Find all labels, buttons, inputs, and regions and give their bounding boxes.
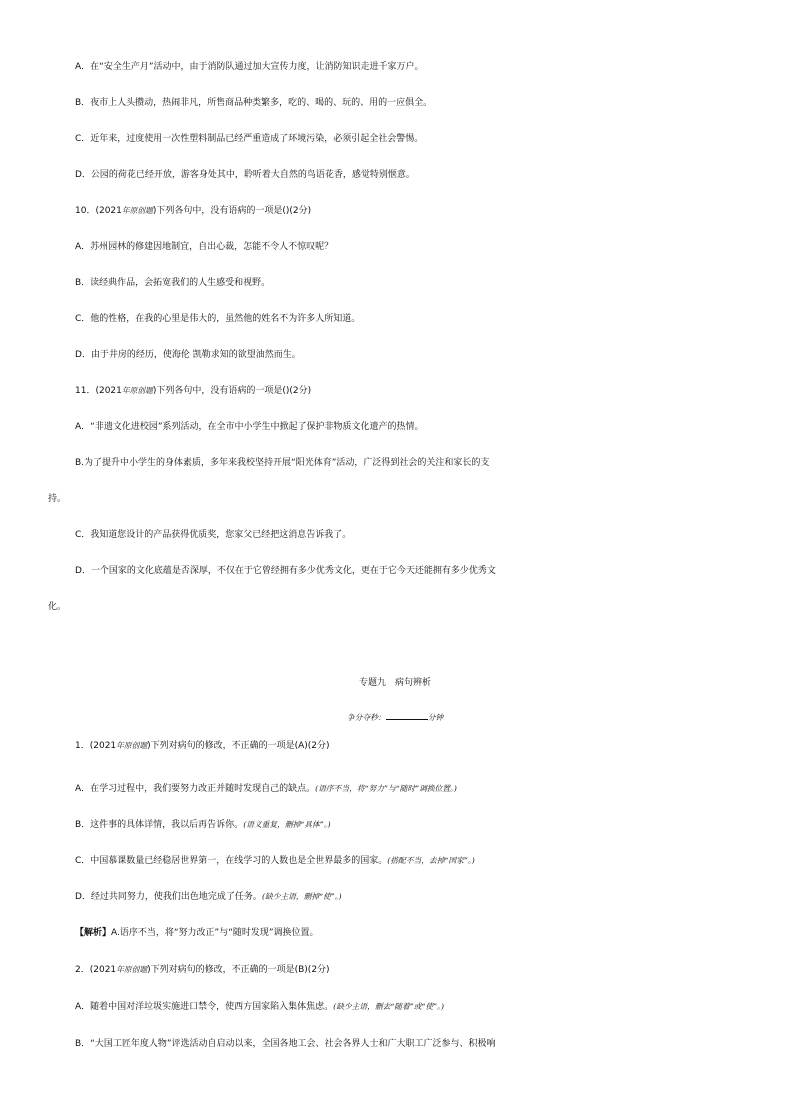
section-title: 专题九 病句辨析 <box>358 678 431 688</box>
q1-option-a-note: (语序不当，将“努力”与“随时”调换位置。) <box>315 784 457 793</box>
q1-option-c-text: C．中国慕课数量已经稳居世界第一，在线学习的人数也是全世界最多的国家。 <box>75 856 388 866</box>
q10-source-tag: 年原创题 <box>121 206 153 215</box>
q11-option-b-line1: B.为了提升中小学生的身体素质，多年来我校坚持开展“阳光体育”活动，广泛得到社会的关注和家长的支 <box>75 458 490 468</box>
q1-option-d <box>75 887 790 907</box>
q1-option-c-note: (搭配不当，去掉“国家”。) <box>387 856 475 865</box>
q2-option-a <box>75 997 790 1017</box>
q11-question: )下列各句中，没有语病的一项是()(2分) <box>152 386 312 396</box>
q10-option-c: C．他的性格，在我的心里是伟大的，虽然他的姓名不为许多人所知道。 <box>75 314 361 324</box>
q1-option-d-text: D．经过共同努力，使我们出色地完成了任务。 <box>75 892 262 902</box>
q11-number: 11．(2021 <box>75 386 122 396</box>
q2-source-tag: 年原创题 <box>116 965 148 974</box>
q2-option-a-text: A．随着中国对洋垃圾实施进口禁令，使西方国家陷入集体焦虑。 <box>75 1002 334 1012</box>
q9-option-d: D．公园的荷花已经开放，游客身处其中，聆听着大自然的鸟语花香，感觉特别惬意。 <box>75 170 415 180</box>
timer-blank <box>386 707 428 720</box>
q2-option-b: B．“大国工匠年度人物”评选活动自启动以来，全国各地工会、社会各界人士和广大职工广泛参与、积极响 <box>75 1039 496 1049</box>
q1-option-a <box>75 779 790 799</box>
q9-option-c: C．近年来，过度使用一次性塑料制品已经严重造成了环境污染，必须引起全社会警惕。 <box>75 134 424 144</box>
q10-option-d: D．由于井房的经历，使海伦 凯勒求知的欲望油然而生。 <box>75 350 301 360</box>
q9-option-a: A．在“安全生产月”活动中，由于消防队通过加大宣传力度，让消防知识走进千家万户。 <box>75 62 424 72</box>
q2-stem <box>75 960 790 980</box>
q1-stem <box>75 736 790 756</box>
q1-source-tag: 年原创题 <box>116 741 148 750</box>
q1-option-c <box>75 851 790 871</box>
q11-stem <box>75 381 790 401</box>
q2-option-a-note: (缺少主语，删去“随着”或“使”。) <box>333 1002 444 1011</box>
timer-unit: 分钟 <box>427 713 444 722</box>
q11-option-d-line1: D．一个国家的文化底蕴是否深厚，不仅在于它曾经拥有多少优秀文化，更在于它今天还能拥有多少优秀文 <box>75 566 496 576</box>
q1-question: )下列对病句的修改，不正确的一项是(A)(2分) <box>147 741 330 751</box>
q11-option-c: C．我知道您设计的产品获得优质奖，您家父已经把这消息告诉我了。 <box>75 530 352 540</box>
q10-option-a: A．苏州园林的修建因地制宜，自出心裁，怎能不令人不惊叹呢？ <box>75 242 334 252</box>
q1-analysis <box>75 923 790 943</box>
q11-option-a: A．“非遗文化进校园”系列活动，在全市中小学生中掀起了保护非物质文化遗产的热情。 <box>75 422 424 432</box>
timer-label: 争分夺秒： <box>346 713 386 722</box>
q1-option-b-text: B．这件事的具体详情，我以后再告诉你。 <box>75 820 244 830</box>
q10-number: 10．(2021 <box>75 206 122 216</box>
q1-option-b <box>75 815 790 835</box>
q11-option-b-line2: 持。 <box>48 494 67 504</box>
q2-question: )下列对病句的修改，不正确的一项是(B)(2分) <box>147 965 330 975</box>
q1-option-d-note: (缺少主语，删掉“使”。) <box>261 892 342 901</box>
q10-question: )下列各句中，没有语病的一项是()(2分) <box>152 206 312 216</box>
q1-number: 1．(2021 <box>75 741 117 751</box>
analysis-text: A.语序不当，将“努力改正”与“随时发现”调换位置。 <box>111 928 319 938</box>
analysis-label: 【解析】 <box>75 928 112 938</box>
q11-source-tag: 年原创题 <box>121 386 153 395</box>
q10-option-b: B．读经典作品，会拓宽我们的人生感受和视野。 <box>75 278 271 288</box>
q9-option-b: B．夜市上人头攒动，热闹非凡，所售商品种类繁多，吃的、喝的、玩的、用的一应俱全。 <box>75 98 433 108</box>
timer-line <box>0 707 790 728</box>
q10-stem <box>75 201 790 221</box>
q11-option-d-line2: 化。 <box>48 602 67 612</box>
q2-number: 2．(2021 <box>75 965 117 975</box>
q1-option-a-text: A．在学习过程中，我们要努力改正并随时发现自己的缺点。 <box>75 784 316 794</box>
q1-option-b-note: (语义重复，删掉“具体”。) <box>243 820 331 829</box>
